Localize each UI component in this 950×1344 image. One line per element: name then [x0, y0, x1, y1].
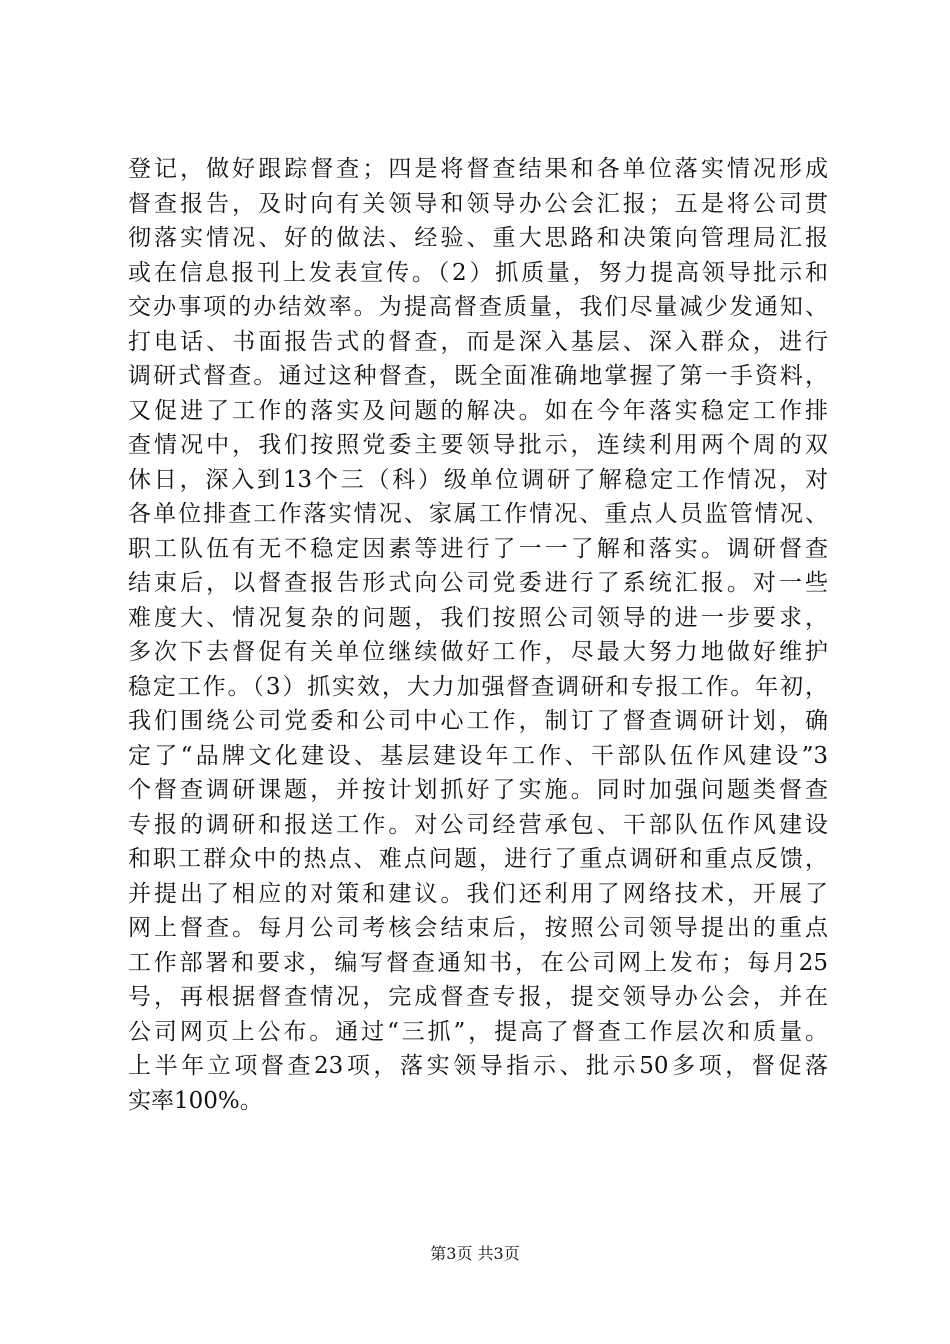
text-line: 定了“品牌文化建设、基层建设年工作、干部队伍作风建设”3 — [128, 742, 828, 769]
text-line: 打电话、书面报告式的督查，而是深入基层、深入群众，进行 — [128, 328, 828, 355]
text-line: 网上督查。每月公司考核会结束后，按照公司领导提出的重点 — [128, 915, 828, 941]
text-line: 多次下去督促有关单位继续做好工作，尽最大努力地做好维护 — [128, 639, 828, 665]
text-line: 各单位排查工作落实情况、家属工作情况、重点人员监管情况、 — [128, 501, 828, 527]
text-line: 交办事项的办结效率。为提高督查质量，我们尽量减少发通知、 — [128, 294, 828, 320]
page-number: 第3页 共3页 — [430, 1244, 520, 1263]
text-line: 个督查调研课题，并按计划抓好了实施。同时加强问题类督查 — [128, 777, 828, 803]
text-line: 难度大、情况复杂的问题，我们按照公司领导的进一步要求， — [128, 604, 828, 631]
text-line: 公司网页上公布。通过“三抓”，提高了督查工作层次和质量。 — [128, 1018, 828, 1045]
text-line: 工作部署和要求，编写督查通知书，在公司网上发布；每月25 — [128, 949, 828, 976]
text-line: 彻落实情况、好的做法、经验、重大思路和决策向管理局汇报 — [128, 225, 828, 251]
text-line: 我们围绕公司党委和公司中心工作，制订了督查调研计划，确 — [128, 708, 828, 734]
text-line: 调研式督查。通过这种督查，既全面准确地掌握了第一手资料， — [128, 363, 828, 389]
text-line: 号，再根据督查情况，完成督查专报，提交领导办公会，并在 — [128, 984, 828, 1010]
text-line: 结束后，以督查报告形式向公司党委进行了系统汇报。对一些 — [128, 570, 828, 596]
text-line: 和职工群众中的热点、难点问题，进行了重点调研和重点反馈， — [128, 846, 828, 872]
body-paragraph — [128, 152, 828, 1118]
page-footer — [0, 1244, 950, 1264]
text-line: 专报的调研和报送工作。对公司经营承包、干部队伍作风建设 — [128, 811, 828, 838]
text-line: 并提出了相应的对策和建议。我们还利用了网络技术，开展了 — [128, 880, 828, 907]
text-line: 登记，做好跟踪督查；四是将督查结果和各单位落实情况形成 — [128, 156, 828, 182]
text-line: 或在信息报刊上发表宣传。（2）抓质量，努力提高领导批示和 — [128, 259, 828, 286]
text-line: 上半年立项督查23项，落实领导指示、批示50多项，督促落 — [128, 1053, 828, 1079]
text-line: 又促进了工作的落实及问题的解决。如在今年落实稳定工作排 — [128, 397, 828, 424]
text-line: 稳定工作。（3）抓实效，大力加强督查调研和专报工作。年初， — [128, 673, 828, 700]
text-line: 督查报告，及时向有关领导和领导办公会汇报；五是将公司贯 — [128, 190, 828, 217]
text-line: 查情况中，我们按照党委主要领导批示，连续利用两个周的双 — [128, 432, 828, 458]
text-line-last: 实率100%。 — [128, 1087, 263, 1114]
text-line: 职工队伍有无不稳定因素等进行了一一了解和落实。调研督查 — [128, 535, 828, 562]
text-line: 休日，深入到13个三（科）级单位调研了解稳定工作情况，对 — [128, 466, 828, 493]
